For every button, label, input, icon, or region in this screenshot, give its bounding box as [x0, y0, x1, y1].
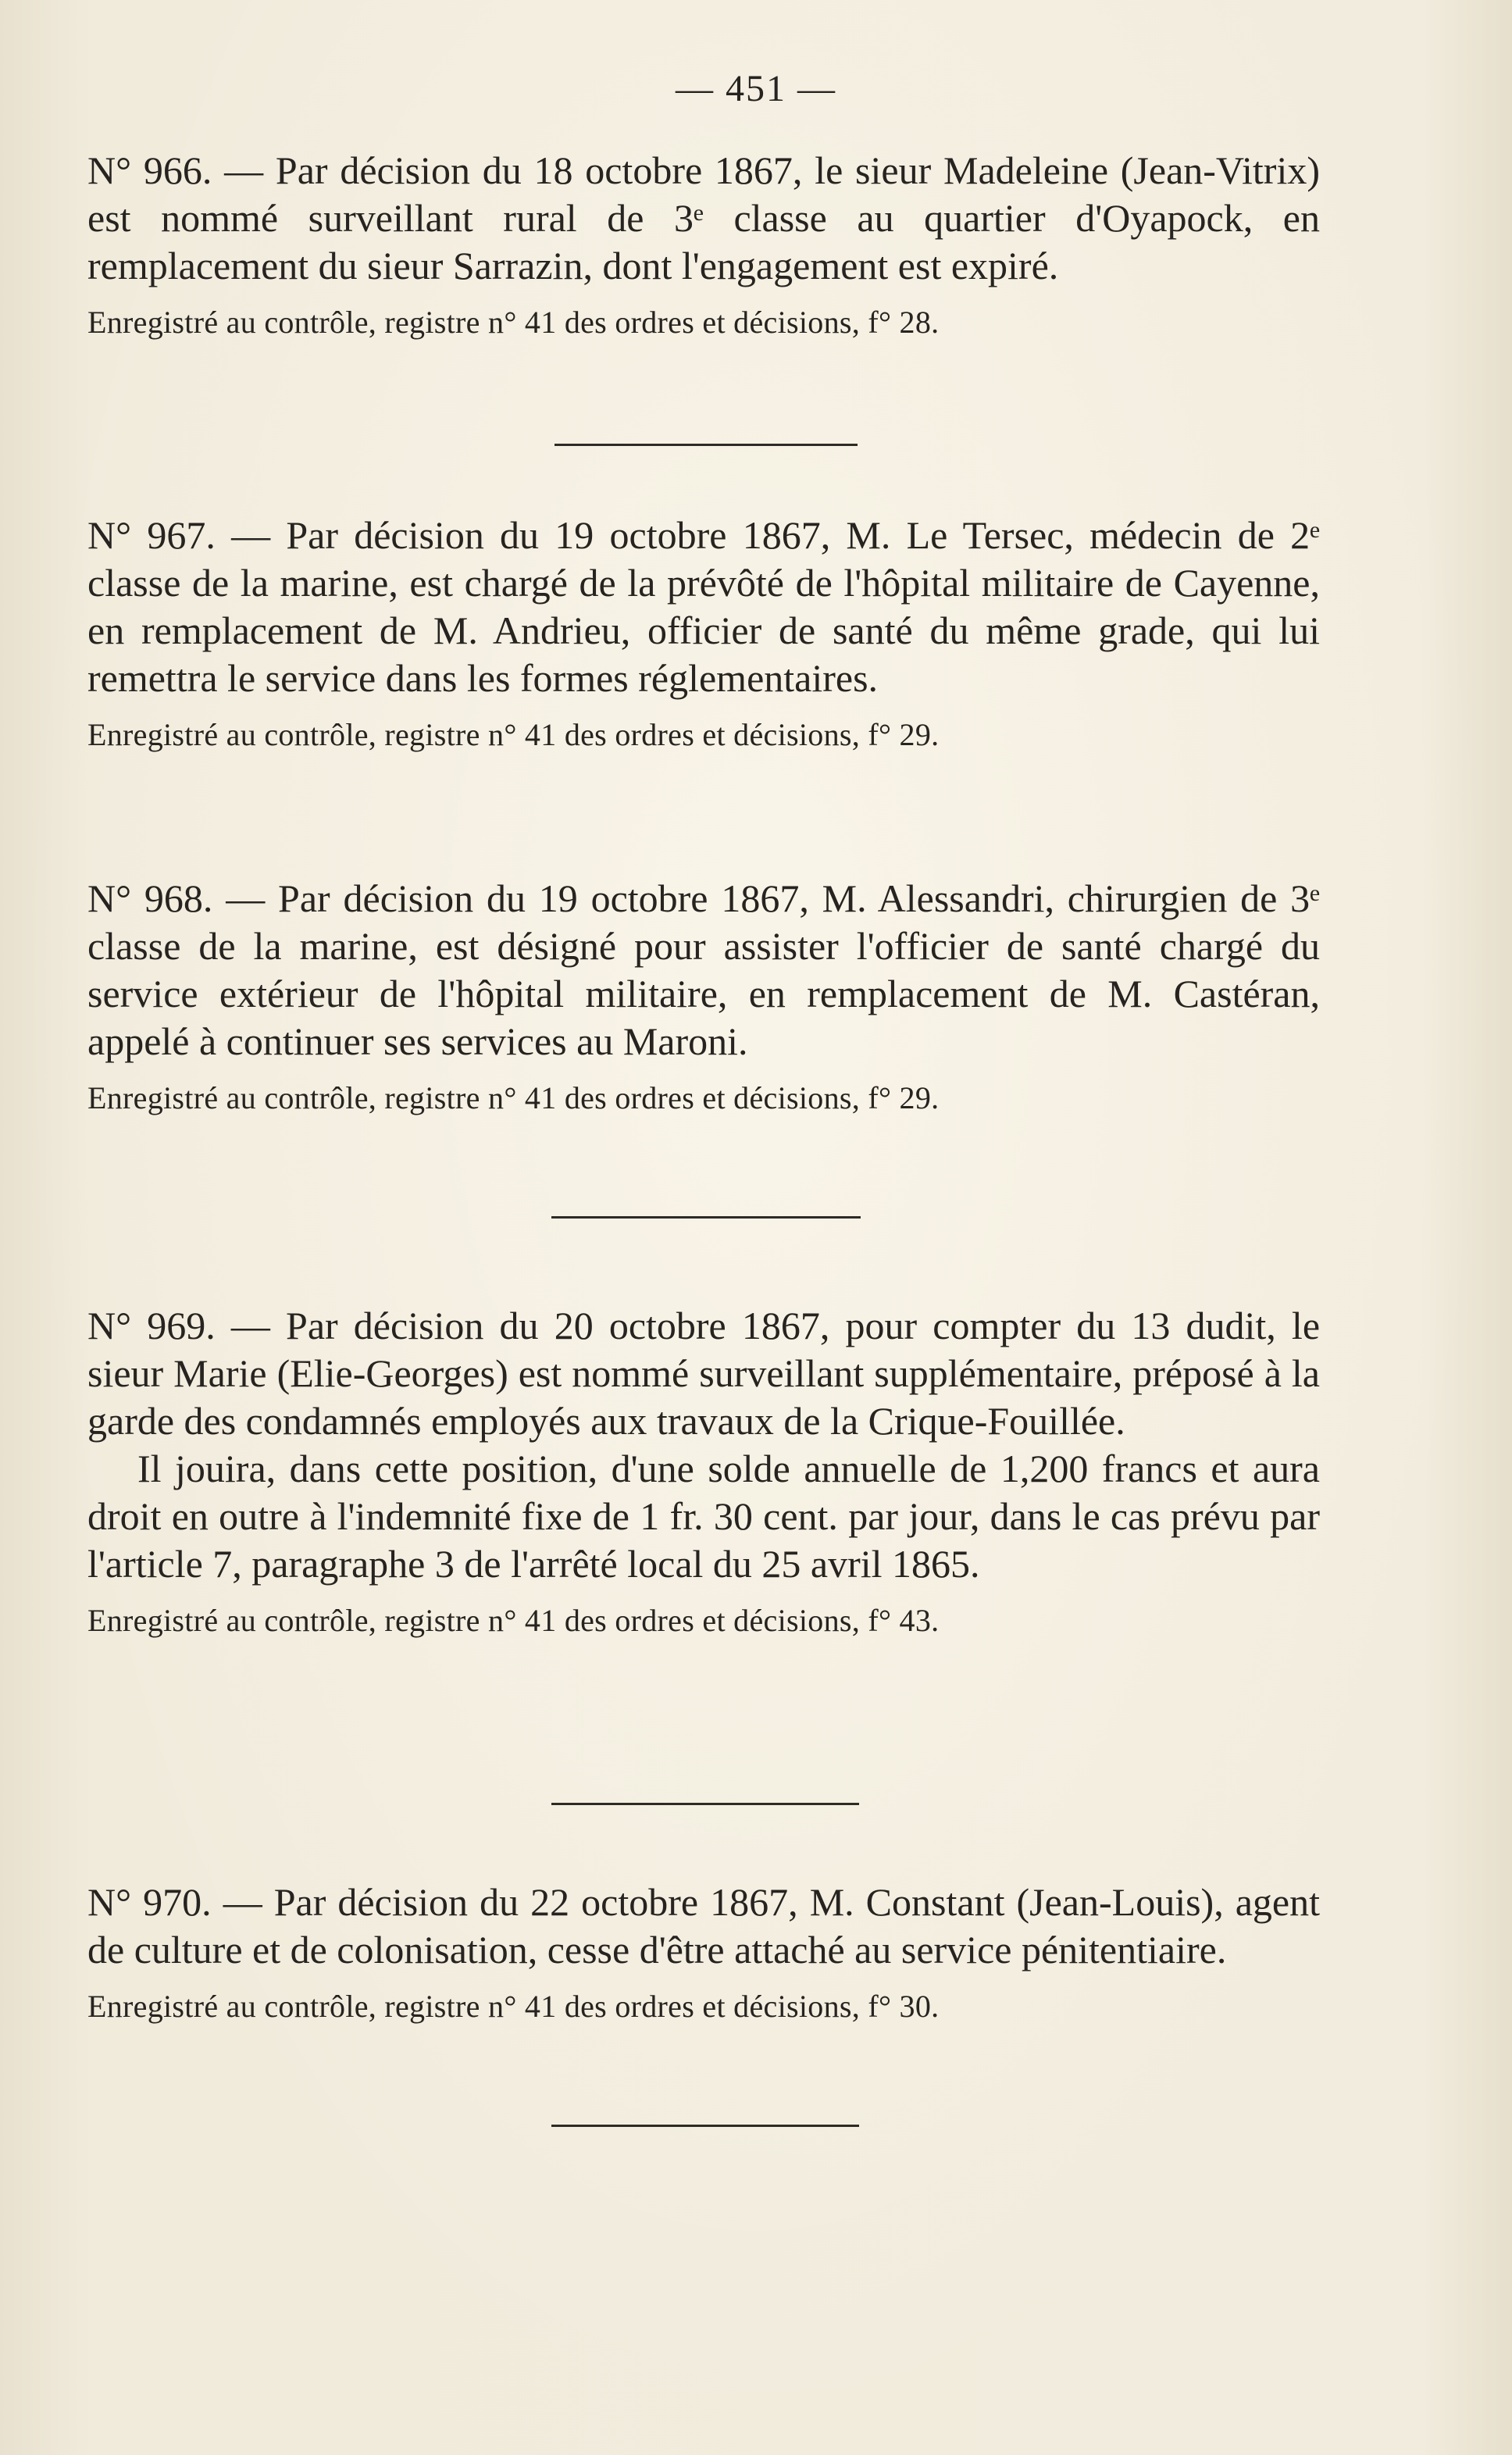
entry-text: — Par décision du 19 octobre 1867, M. Le Tersec, médecin de 2ᵉ classe de la marine, est chargé de la prévôté de l'hôpital militaire de Cayenne, en remplacement de M. Andrieu, officier de santé du même grade, qui lui remettra le service dans les formes réglementaires.: [87, 513, 1320, 700]
entry-body: [87, 147, 1320, 290]
entry-text: — Par décision du 22 octobre 1867, M. Constant (Jean-Louis), agent de culture et de colonisation, cesse d'être attaché au service pénitentiaire.: [87, 1880, 1321, 1971]
separator-rule: [551, 2125, 859, 2127]
entry-paragraph: [87, 1302, 1320, 1445]
entry-paragraph: [87, 512, 1320, 702]
entry-number: N° 966.: [87, 148, 212, 192]
entry-number: N° 970.: [87, 1880, 212, 1924]
entry-number: N° 969.: [87, 1304, 216, 1347]
entry-paragraph: [87, 1879, 1320, 1974]
registration-note: Enregistré au contrôle, registre n° 41 des ordres et décisions, f° 28.: [87, 305, 940, 340]
entry-body: [87, 512, 1320, 702]
page-number: — 451 —: [676, 68, 836, 109]
registration-note: Enregistré au contrôle, registre n° 41 des ordres et décisions, f° 30.: [87, 1989, 940, 2024]
entry-text: — Par décision du 18 octobre 1867, le sieur Madeleine (Jean-Vitrix) est nommé surveillant rural de 3ᵉ classe au quartier d'Oyapock, en remplacement du sieur Sarrazin, dont l'engagement est expiré.: [87, 148, 1320, 287]
registration-note: Enregistré au contrôle, registre n° 41 des ordres et décisions, f° 43.: [87, 1603, 940, 1638]
entry-paragraph: Il jouira, dans cette position, d'une solde annuelle de 1,200 francs et aura droit en outre à l'indemnité fixe de 1 fr. 30 cent. par jour, dans le cas prévu par l'article 7, paragraphe 3 de l'arrêté local du 25 avril 1865.: [87, 1447, 1320, 1586]
registration-note: Enregistré au contrôle, registre n° 41 des ordres et décisions, f° 29.: [87, 717, 940, 752]
entry-text: — Par décision du 19 octobre 1867, M. Alessandri, chirurgien de 3ᵉ classe de la marine, est désigné pour assister l'officier de santé chargé du service extérieur de l'hôpital militaire, en remplacement de M. Castéran, appelé à continuer ses services au Maroni.: [87, 876, 1320, 1063]
registration-note: Enregistré au contrôle, registre n° 41 des ordres et décisions, f° 29.: [87, 1080, 940, 1115]
entry-body: [87, 875, 1320, 1065]
entry-body: [87, 1879, 1320, 1974]
entry-967: [87, 512, 1320, 754]
entry-paragraph: [87, 875, 1320, 1065]
entry-number: N° 968.: [87, 876, 213, 920]
entry-text: — Par décision du 20 octobre 1867, pour compter du 13 dudit, le sieur Marie (Elie-Georges) est nommé surveillant supplémentaire, préposé à la garde des condamnés employés aux travaux de la Crique-Fouillée.: [87, 1304, 1321, 1443]
separator-rule: [555, 444, 858, 446]
entry-966: [87, 147, 1320, 341]
entry-number: N° 967.: [87, 513, 216, 557]
entry-body: [87, 1302, 1320, 1588]
entry-968: [87, 875, 1320, 1117]
entry-970: [87, 1879, 1320, 2025]
entry-paragraph: [87, 147, 1320, 290]
entry-969: [87, 1302, 1320, 1640]
separator-rule: [551, 1803, 859, 1805]
separator-rule: [551, 1216, 861, 1219]
